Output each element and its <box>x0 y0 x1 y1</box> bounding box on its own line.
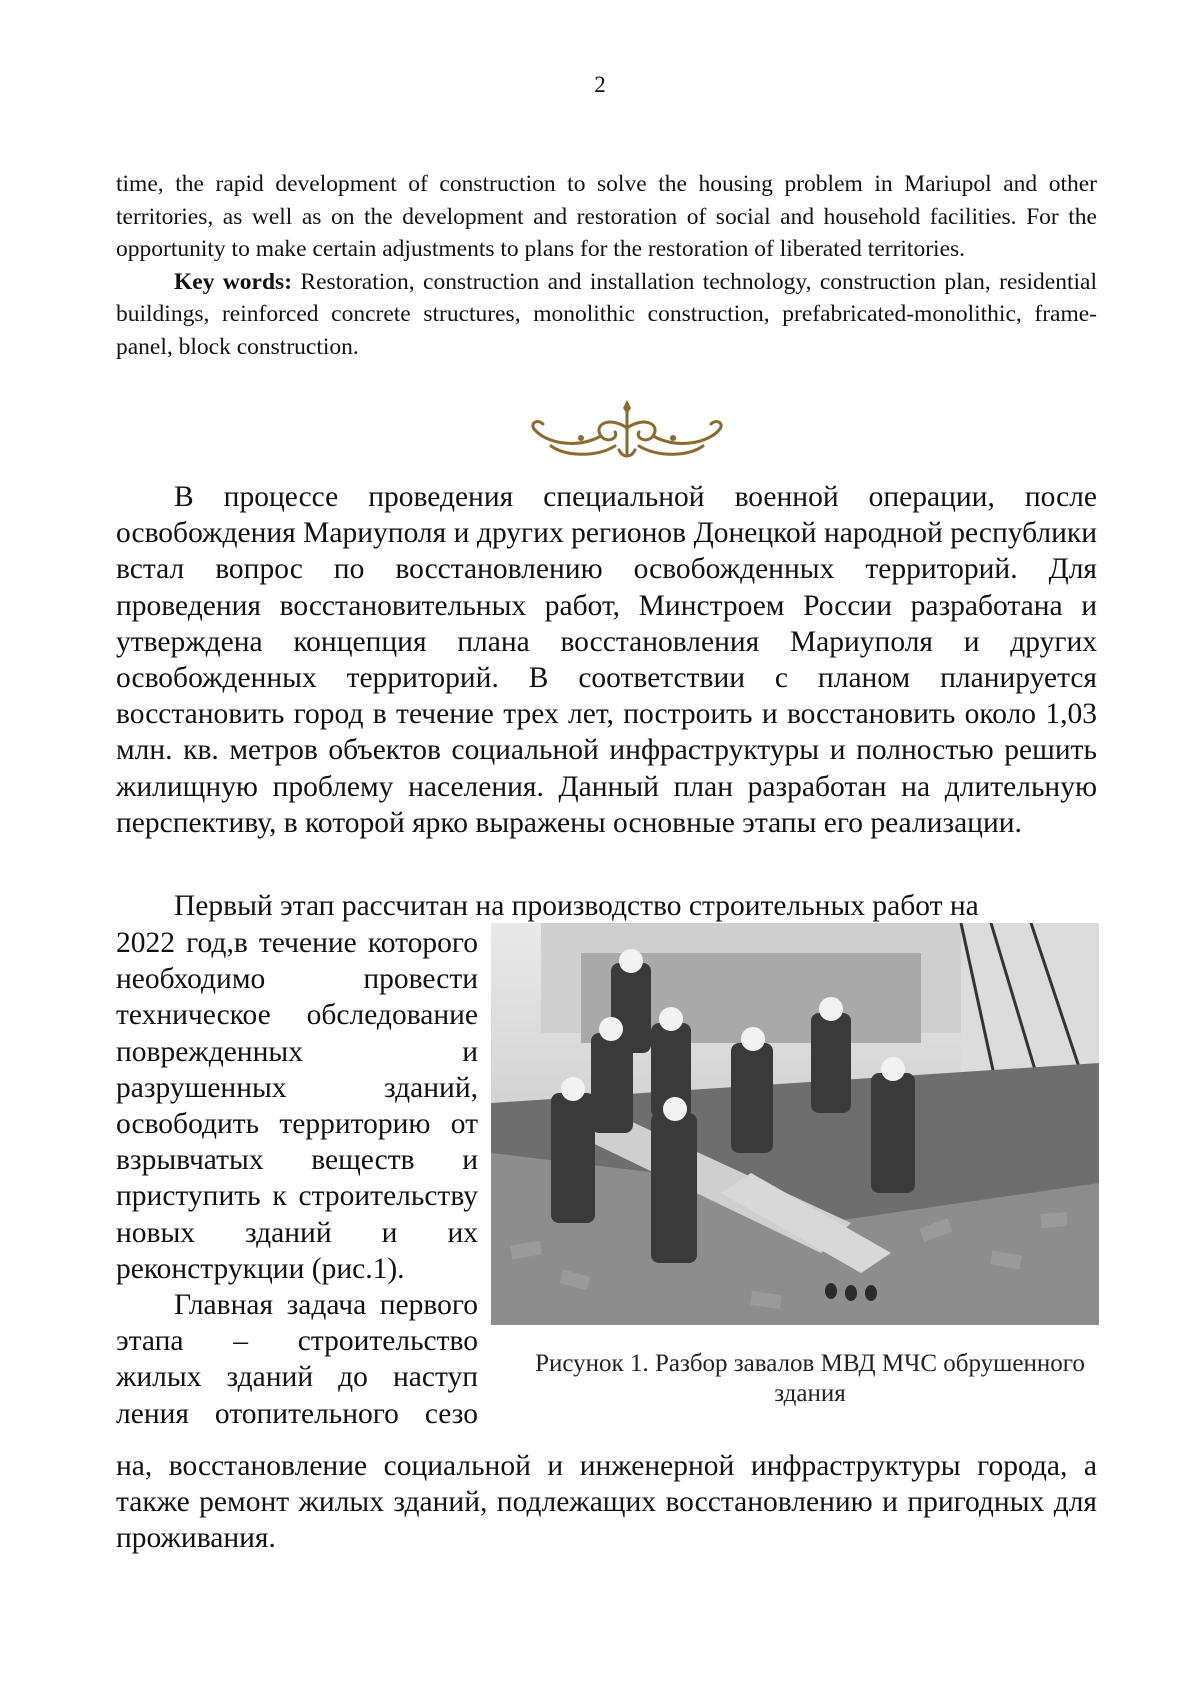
paragraph-3-continuation: на, восстановление социальной и инженерной инфраструктуры города, а также ремонт жилых зданий, подлежащих восстановлению и пригодных для проживания. <box>116 1450 1097 1555</box>
abstract-text: time, the rapid development of construction to solve the housing problem in Mariupol and other territories, as well as on the development and restoration of social and household facilities. For the opportunity to make certain adjustments to plans for the restoration of liberated territories. <box>116 171 1097 262</box>
keywords-paragraph <box>116 266 1097 364</box>
keywords-label: Key words: <box>174 268 293 295</box>
paragraph-3-line-3: жилых зданий до наступ <box>116 1361 478 1394</box>
russian-paragraph-1 <box>116 479 1097 841</box>
keywords-text: Restoration, construction and installation technology, construction plan, residential buildings, reinforced concrete structures, monolithic construction, prefabricated-monolithic, frame-panel, block construction. <box>116 268 1098 360</box>
paragraph-2-line: Первый этап рассчитан на производство строительных работ на <box>174 890 979 922</box>
decorative-divider-icon <box>515 398 739 464</box>
page-number: 2 <box>594 72 606 97</box>
side-column-text <box>116 925 478 1432</box>
paragraph-3-line-4: ления отопительного сезо <box>116 1397 478 1430</box>
paragraph-1: В процессе проведения специальной военной операции, после освобождения Мариуполя и других регионов Донецкой народной республики встал вопрос по восстановлению освобожденных территорий. Для проведения восстановительных работ, Минстроем России разработана и утверждена концепция плана восстановления Мариуполя и других освобожденных территорий. В соответствии с планом планируется восстановить город в течение трех лет, построить и восстановить около 1,03 млн. кв. метров объектов социальной инфраструктуры и полностью решить жилищную проблему населения. Данный план разработан на длительную перспективу, в которой ярко выражены основные этапы его реализации. <box>116 481 1097 839</box>
paragraph-2-first-line <box>116 888 1097 924</box>
english-abstract <box>116 168 1097 363</box>
paragraph-2-side: 2022 год,в течение которого необходимо провести техническое обследование поврежденных и разрушенных зданий, освободить территорию от взрывчатых веществ и приступить к строительству новых зданий и их реконструкции (рис.1). <box>116 927 478 1285</box>
figure-rescue-photo <box>491 923 1099 1325</box>
paragraph-3-line-1: Главная задача первого <box>174 1289 478 1322</box>
paragraph-3-line-2: этапа – строительство <box>116 1325 478 1358</box>
figure-caption: Рисунок 1. Разбор завалов МВД МЧС обрушенного здания <box>535 1350 1085 1407</box>
